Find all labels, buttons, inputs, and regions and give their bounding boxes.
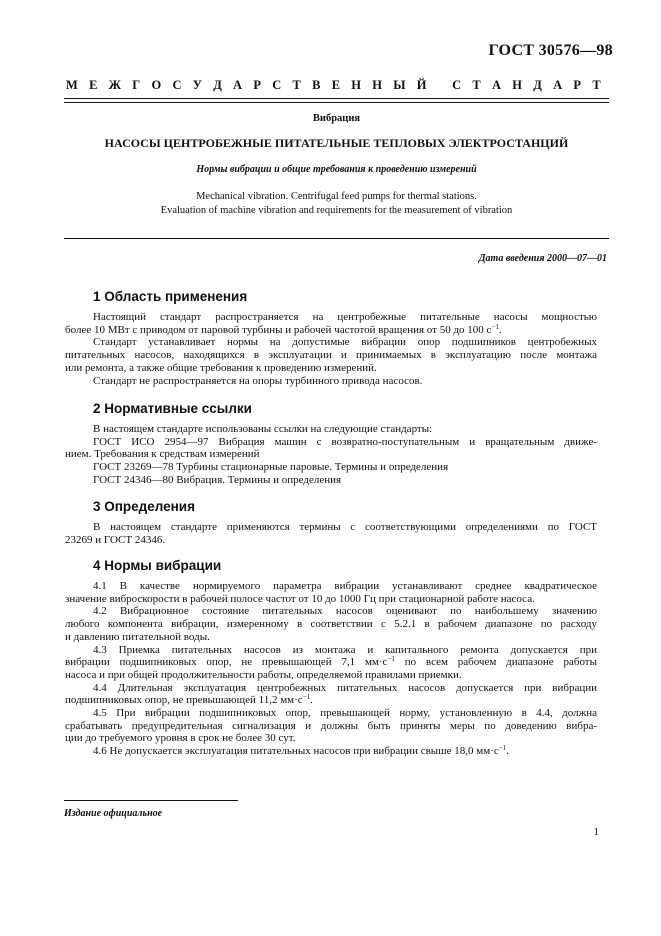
- title-rule: [64, 238, 609, 239]
- banner-letter: Ж: [108, 78, 122, 92]
- banner-gap: [438, 78, 441, 93]
- text-line: 4.4 Длительная эксплуатация центробежных питательных насосов допускается при вибрации: [93, 681, 597, 694]
- text-line: ГОСТ ИСО 2954—97 Вибрация машин с возвратно-поступательным и вращательным движе-: [93, 435, 597, 448]
- text-line: вибрации подшипниковых опор, не превышающей 7,1 $мм\cdot с^{-1}$ по всем рабочем диапазоне работы: [65, 655, 598, 669]
- banner-letter: Т: [592, 78, 601, 92]
- text-line: Стандарт не распространяется на опоры турбинного привода насосов.: [93, 374, 423, 387]
- text-line: любого компонента вибрации, измеренному в соответствии с 5.2.1 в рабочем диапазоне по расходу: [65, 618, 597, 631]
- banner-letter: С: [272, 78, 282, 92]
- text-line: 4.3 Приемка питательных насосов из монтажа и капитального ремонта допускается при: [93, 643, 597, 656]
- banner-letter: М: [66, 78, 78, 92]
- text-line: Стандарт устанавливает нормы на допустимые вибрации опор подшипников центробежных: [93, 336, 597, 349]
- banner-letter: А: [233, 78, 243, 92]
- section-heading: 1 Область применения: [93, 289, 248, 304]
- header-rule-thin: [64, 102, 609, 103]
- text-line: ГОСТ 24346—80 Вибрация. Термины и определения: [93, 473, 342, 486]
- banner-letter: Р: [253, 78, 261, 92]
- text-line: 23269 и ГОСТ 24346.: [65, 533, 166, 546]
- section-1-text: [65, 311, 597, 387]
- banner-letter: Е: [89, 78, 98, 92]
- footer-rule: [64, 800, 238, 801]
- banner-letter: Е: [331, 78, 341, 92]
- text-line: подшипниковых опор, не превышающей 11,2 $мм\cdot с^{-1}$.: [65, 693, 313, 707]
- banner-letter: Ы: [393, 78, 406, 92]
- gost-number: ГОСТ 30576—98: [488, 42, 613, 59]
- banner-letter: Р: [573, 78, 582, 92]
- banner-letter: Т: [292, 78, 301, 92]
- text-line: и давлению питательной воды.: [65, 630, 210, 643]
- text-line: питательных насосов, находящихся в эксплуатации и принимаемых в эксплуатацию после монтажа: [65, 349, 597, 362]
- document-title: НАСОСЫ ЦЕНТРОБЕЖНЫЕ ПИТАТЕЛЬНЫЕ ТЕПЛОВЫХ ЭЛЕКТРОСТАНЦИЙ: [104, 136, 569, 150]
- text-line: ции до требуемого уровня в срок не более 30 сут.: [65, 732, 296, 745]
- banner-letter: А: [492, 78, 502, 92]
- banner-letter: Й: [416, 78, 427, 92]
- text-line: или ремонта, а также общие требования к проведению измерений.: [65, 361, 377, 374]
- official-edition-label: Издание официальное: [64, 808, 163, 819]
- text-line: насоса и при общей продолжительности работы, определяемой правилами приемки.: [65, 668, 462, 681]
- text-line: 4.2 Вибрационное состояние питательных насосов оценивают по наибольшему значению: [93, 605, 597, 618]
- section-heading: 2 Нормативные ссылки: [93, 401, 252, 416]
- banner-letter: С: [172, 78, 182, 92]
- banner-letter: А: [553, 78, 563, 92]
- banner-letter: Д: [533, 78, 542, 92]
- banner-letter: Н: [372, 78, 382, 92]
- banner-letter: Н: [351, 78, 362, 92]
- text-line: ГОСТ 23269—78 Турбины стационарные паровые. Термины и определения: [93, 461, 449, 474]
- section-4-text: [65, 580, 597, 758]
- document-subtitle: Нормы вибрации и общие требования к проведению измерений: [196, 164, 477, 175]
- section-heading: 3 Определения: [93, 499, 195, 514]
- section-3-text: [65, 521, 597, 546]
- section-heading: 4 Нормы вибрации: [93, 558, 222, 573]
- interstate-standard-banner: [66, 78, 601, 93]
- banner-letter: Н: [512, 78, 523, 92]
- page-number: 1: [593, 826, 599, 838]
- text-line: срабатывать предупредительная сигнализация и должны быть приняты меры по доведению вибра-: [65, 719, 597, 732]
- text-line: В настоящем стандарте применяются термины с соответствующими определениями по ГОСТ: [93, 521, 597, 533]
- header-rule-thick: [64, 98, 609, 99]
- banner-letter: О: [151, 78, 162, 92]
- text-line: 4.1 В качестве нормируемого параметра вибрации устанавливают среднее квадратическое: [93, 580, 597, 592]
- english-title-line: Evaluation of machine vibration and requirements for the measurement of vibration: [160, 205, 513, 216]
- banner-letter: В: [312, 78, 321, 92]
- section-2-text: [65, 423, 597, 487]
- text-line: 4.5 При вибрации подшипниковых опор, превышающей норму, установленную в 4.4, должна: [93, 707, 597, 720]
- banner-letter: Д: [213, 78, 222, 92]
- english-title-line: Mechanical vibration. Centrifugal feed pumps for thermal stations.: [196, 191, 477, 202]
- text-line: Настоящий стандарт распространяется на центробежные питательные насосы мощностью: [93, 311, 597, 323]
- text-line: В настоящем стандарте использованы ссылки на следующие стандарты:: [93, 423, 433, 435]
- text-line: более 10 МВт с приводом от паровой турбины и рабочей частотой вращения от 50 до 100 $с^{-1}$.: [65, 322, 502, 336]
- banner-letter: У: [192, 78, 202, 92]
- banner-letter: Т: [472, 78, 481, 92]
- banner-letter: Г: [132, 78, 141, 92]
- text-line: значение виброскорости в рабочей полосе частот от 10 до 1000 Гц при стационарной работе насоса.: [65, 592, 535, 605]
- introduction-date: Дата введения 2000—07—01: [478, 253, 607, 264]
- topic-title: Вибрация: [312, 113, 361, 124]
- text-line: нием. Требования к средствам измерений: [65, 448, 260, 461]
- text-line: 4.6 Не допускается эксплуатация питательных насосов при вибрации свыше 18,0 $мм\cdot с^{-1}$.: [93, 744, 509, 758]
- banner-letter: С: [452, 78, 462, 92]
- english-title: [64, 190, 609, 218]
